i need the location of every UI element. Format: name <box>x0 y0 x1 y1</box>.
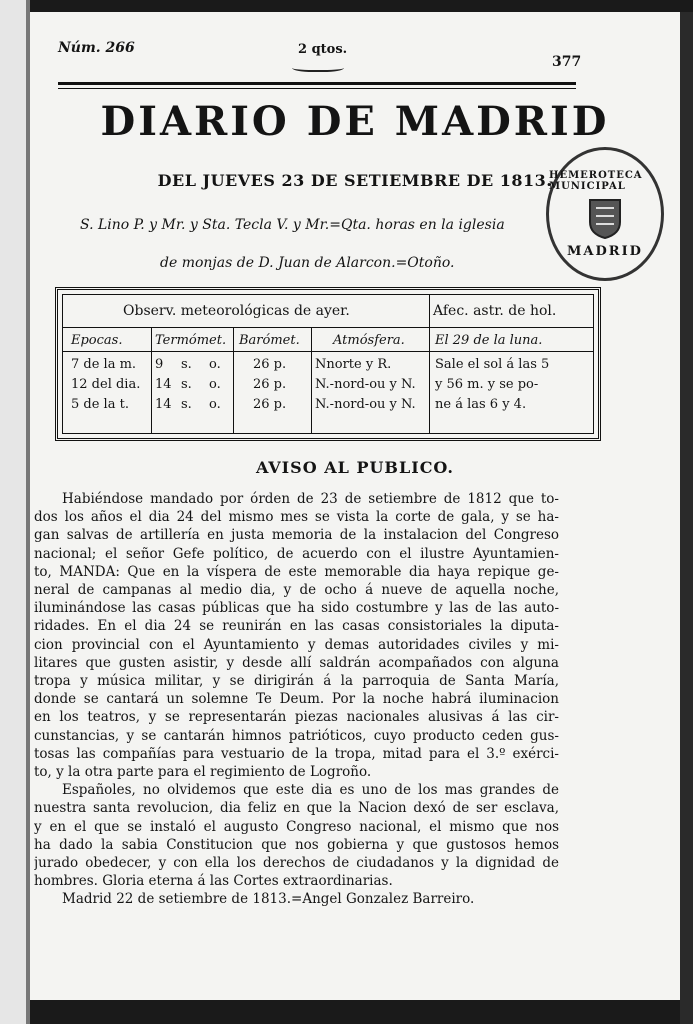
issue-price: 2 qtos. <box>298 42 348 57</box>
library-stamp <box>546 147 664 281</box>
notice-line: nacional; el señor Gefe político, de acuerdo con el ilustre Ayuntamien- <box>34 545 559 562</box>
notice-line: cunstancias, y se cantarán himnos patrióticos, cuyo producto ceden gus- <box>34 727 559 744</box>
date-line: DEL JUEVES 23 DE SETIEMBRE DE 1813. <box>157 171 553 190</box>
notice-line: nuestra santa revolucion, dia feliz en que la Nacion dexó de ser esclava, <box>34 800 559 817</box>
row-atmos: N.-nord-ou y N. <box>315 377 416 392</box>
row-baro: 26 p. <box>253 397 287 412</box>
weather-table-inner <box>62 294 594 434</box>
notice-line: Habiéndose mandado por órden de 23 de setiembre de 1812 que to- <box>62 491 559 507</box>
weather-table <box>55 287 601 441</box>
row-therm-unit: s. <box>181 377 192 392</box>
notice-line: litares que gusten asistir, y desde allí saldrán acompañados con alguna <box>34 654 559 671</box>
notice-line: y en el que se instaló el augusto Congreso nacional, el mismo que nos <box>34 818 559 835</box>
saints-line-2: de monjas de D. Juan de Alarcon.=Otoño. <box>160 255 455 271</box>
notice-line: en los teatros, y se representarán piezas nacionales alusivas á las cir- <box>34 709 559 726</box>
row-therm-deg: o. <box>209 377 221 392</box>
notice-line: ha dado la sabia Constitucion que nos gobierna y que gustosos hemos <box>34 836 559 853</box>
row-atmos: N.-nord-ou y N. <box>315 397 416 412</box>
right-scan-shadow <box>680 12 693 1024</box>
notice-line: Españoles, no olvidemos que este dia es uno de los mas grandes de <box>62 782 559 799</box>
row-therm-value: 14 <box>155 377 172 392</box>
notice-line: jurado obedecer, y con ella los derechos de ciudadanos y la dignidad de <box>34 855 559 872</box>
notice-line: iluminándose las casas públicas que ha sido costumbre y las de las auto- <box>34 600 559 617</box>
row-epoch: 5 de la t. <box>71 397 129 412</box>
notice-signature: Madrid 22 de setiembre de 1813.=Angel Gonzalez Barreiro. <box>62 891 475 908</box>
top-rule-thick <box>58 82 576 85</box>
notice-line: cion provincial con el Ayuntamiento y demas autoridades civiles y mi- <box>34 636 559 653</box>
newspaper-page <box>30 12 680 1000</box>
price-brace <box>292 62 344 72</box>
col-divider-1 <box>151 327 152 433</box>
row-therm-deg: o. <box>209 397 221 412</box>
astro-caption: Afec. astr. de hol. <box>433 303 557 319</box>
row-baro: 26 p. <box>253 357 287 372</box>
row-astro: ne á las 6 y 4. <box>435 397 527 412</box>
header-termomet: Termómet. <box>155 333 227 348</box>
row-epoch: 12 del dia. <box>71 377 141 392</box>
stamp-top-text: HEMEROTECA MUNICIPAL <box>549 169 643 192</box>
row-baro: 26 p. <box>253 377 287 392</box>
header-divider <box>63 351 593 352</box>
weather-caption: Observ. meteorológicas de ayer. <box>123 303 350 319</box>
notice-line: to, MANDA: Que en la víspera de este memorable dia haya repique ge- <box>34 563 559 580</box>
header-atmosfera: Atmósfera. <box>333 333 405 348</box>
stamp-bottom-text: MADRID <box>567 243 643 259</box>
notice-line: to, y la otra parte para el regimiento de Logroño. <box>34 764 372 781</box>
row-atmos: Nnorte y R. <box>315 357 392 372</box>
notice-line: tosas las compañías para vestuario de la tropa, mitad para el 3.º exérci- <box>34 745 559 762</box>
notice-heading: AVISO AL PUBLICO. <box>256 458 454 477</box>
top-rule-thin <box>58 88 576 89</box>
notice-line: neral de campanas al medio dia, y de ocho á nueve de aquella noche, <box>34 582 559 599</box>
row-astro: y 56 m. y se po- <box>435 377 539 392</box>
row-therm-value: 9 <box>155 357 164 372</box>
header-luna: El 29 de la luna. <box>435 333 543 348</box>
col-divider-3 <box>311 327 312 433</box>
row-therm-unit: s. <box>181 357 192 372</box>
col-divider-2 <box>233 327 234 433</box>
saints-line-1: S. Lino P. y Mr. y Sta. Tecla V. y Mr.=Qta. horas en la iglesia <box>80 217 505 233</box>
notice-line: gan salvas de artillería en justa memoria de la instalacion del Congreso <box>34 527 559 544</box>
header-epocas: Epocas. <box>71 333 123 348</box>
notice-line: hombres. Gloria eterna á las Cortes extraordinarias. <box>34 873 393 890</box>
row-therm-deg: o. <box>209 357 221 372</box>
left-page-margin <box>0 0 26 1024</box>
page-number: 377 <box>552 54 582 70</box>
row-therm-unit: s. <box>181 397 192 412</box>
coat-of-arms-icon <box>588 196 622 240</box>
notice-line: tropa y música militar, y se dirigirán á la parroquia de Santa María, <box>34 673 559 690</box>
notice-line: ridades. En el dia 24 se reunirán en las casas consistoriales la diputa- <box>34 618 559 635</box>
row-therm-value: 14 <box>155 397 172 412</box>
issue-number: Núm. 266 <box>58 40 135 56</box>
row-astro: Sale el sol á las 5 <box>435 357 550 372</box>
notice-body <box>34 490 559 909</box>
header-baromet: Barómet. <box>239 333 300 348</box>
newspaper-title: DIARIO DE MADRID <box>100 98 610 145</box>
row-epoch: 7 de la m. <box>71 357 137 372</box>
notice-line: donde se cantará un solemne Te Deum. Por la noche habrá iluminacion <box>34 691 559 708</box>
caption-divider <box>63 327 593 328</box>
col-divider-4 <box>429 295 430 433</box>
notice-line: dos los años el dia 24 del mismo mes se vista la corte de gala, y se ha- <box>34 509 559 526</box>
